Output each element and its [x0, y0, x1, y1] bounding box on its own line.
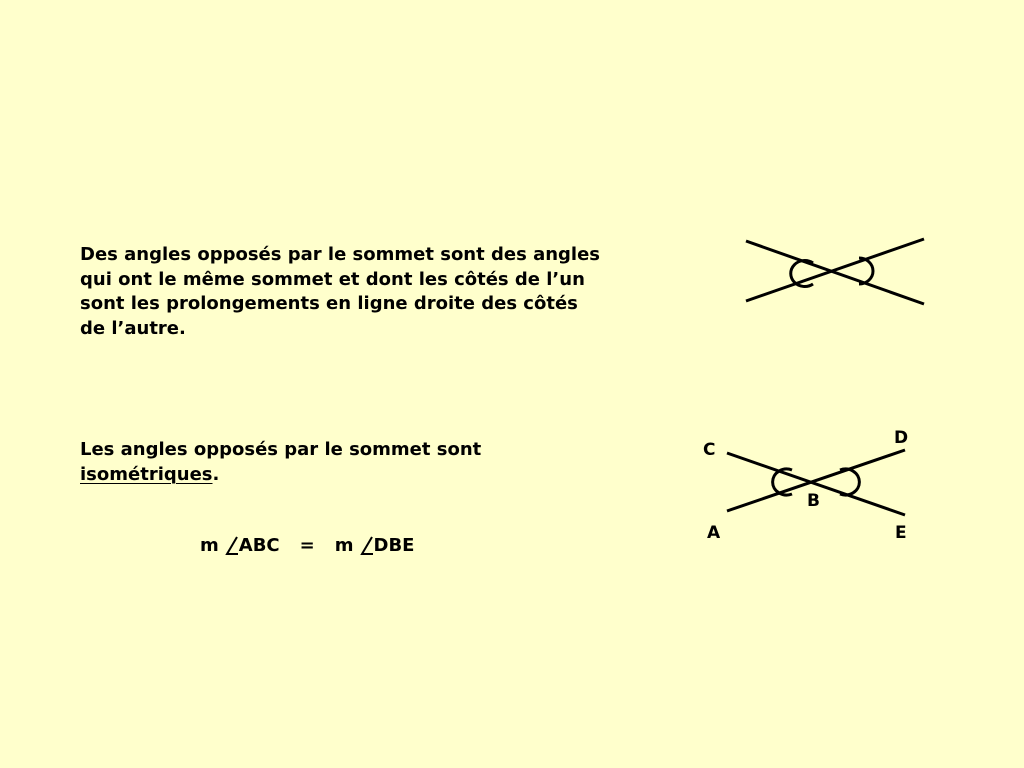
- angle-equality-formula: [200, 534, 414, 558]
- property-period: .: [212, 463, 220, 485]
- point-label-B: B: [807, 491, 820, 511]
- definition-line-2: qui ont le même sommet et dont les côtés de l’un: [80, 268, 585, 290]
- equals-sign: =: [299, 535, 315, 556]
- definition-line-1: Des angles opposés par le sommet sont des angles: [80, 244, 601, 265]
- point-label-E: E: [895, 523, 907, 543]
- left-angle-name: ABC: [238, 535, 280, 556]
- definition-line-3: sont les prolongements en ligne droite des côtés: [80, 293, 578, 314]
- property-line-1: Les angles opposés par le sommet sont: [80, 439, 482, 460]
- point-label-C: C: [703, 440, 716, 460]
- property-keyword: isométriques: [80, 463, 213, 485]
- right-angle-name: DBE: [373, 535, 415, 556]
- left-measure: m: [200, 535, 219, 556]
- property-paragraph: [80, 438, 481, 487]
- diagram-line-2: [746, 239, 924, 301]
- point-label-D: D: [894, 428, 909, 448]
- point-label-A: A: [707, 523, 721, 543]
- definition-paragraph: [80, 243, 600, 341]
- opposite-angles-diagram: [740, 234, 930, 312]
- angle-symbol-icon: [360, 535, 374, 557]
- labeled-opposite-angles-diagram: [690, 420, 930, 550]
- diagram-line-1: [746, 241, 924, 304]
- definition-line-4: de l’autre.: [80, 317, 186, 339]
- angle-DBE-arc: [840, 469, 859, 495]
- property-line-2: [80, 463, 481, 488]
- right-measure: m: [334, 535, 354, 556]
- angle-symbol-icon: [225, 535, 239, 557]
